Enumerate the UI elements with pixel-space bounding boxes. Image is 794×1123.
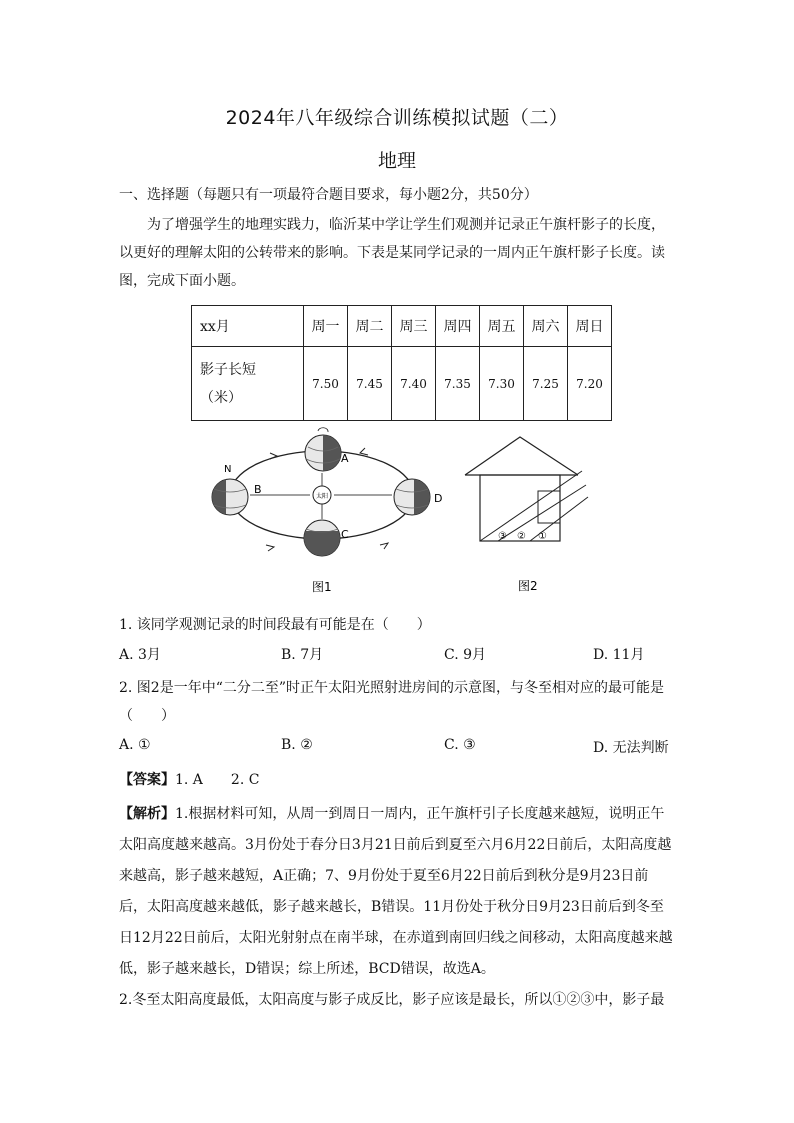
question-2: 2. 图2是一年中“二分二至”时正午太阳光照射进房间的示意图，与冬至相对应的最可能是（ ）	[119, 680, 665, 724]
section-heading: 一、选择题（每题只有一项最符合题目要求，每小题2分，共50分）	[119, 187, 538, 203]
q2-option-d: D. 无法判断	[593, 740, 669, 756]
mark-2: ②	[517, 531, 526, 542]
earth-position-d	[394, 477, 442, 517]
figure-1-earth-orbit	[200, 425, 450, 600]
row-label-line2: （米）	[200, 389, 242, 406]
q1-option-a: A. 3月	[119, 647, 161, 663]
shadow-length-table	[191, 305, 612, 421]
analysis-paragraph-2: 2.冬至太阳高度最低，太阳高度与影子成反比，影子应该是最长，所以①②③中，影子最	[119, 992, 665, 1008]
intro-paragraph: 为了增强学生的地理实践力，临沂某中学让学生们观测并记录正午旗杆影子的长度，以更好的理解太阳的公转带来的影响。下表是某同学记录的一周内正午旗杆影子长度。读图，完成下面小题。	[119, 217, 665, 289]
table-day-header: 周一	[304, 306, 348, 347]
answer-label: 【答案】	[119, 772, 175, 788]
table-value-cell: 7.50	[304, 347, 348, 421]
table-value-cell: 7.40	[392, 347, 436, 421]
q2-option-c: C. ③	[444, 737, 476, 753]
figure-1-caption: 图1	[312, 580, 332, 594]
q1-option-d: D. 11月	[593, 647, 645, 663]
label-n: N	[224, 464, 232, 475]
table-day-header: 周日	[568, 306, 612, 347]
window	[538, 491, 560, 523]
exam-title: 2024年八年级综合训练模拟试题（二）	[225, 107, 569, 129]
analysis-label: 【解析】	[119, 806, 175, 822]
earth-position-b	[212, 464, 262, 517]
table-month-cell: xx月	[192, 306, 304, 347]
label-c: C	[341, 528, 349, 541]
answer-text: 1. A 2. C	[175, 772, 260, 788]
question-2-options	[119, 737, 675, 761]
earth-position-c	[304, 520, 349, 557]
table-value-cell: 7.25	[524, 347, 568, 421]
question-1-options	[119, 644, 675, 668]
q2-option-b: B. ②	[281, 737, 313, 753]
table-day-header: 周三	[392, 306, 436, 347]
mark-3: ③	[498, 531, 507, 542]
table-day-header: 周二	[348, 306, 392, 347]
label-a: A	[341, 452, 349, 465]
table-value-row	[192, 347, 612, 421]
table-value-cell: 7.35	[436, 347, 480, 421]
label-d: D	[434, 492, 443, 505]
table-day-header: 周五	[480, 306, 524, 347]
q1-option-b: B. 7月	[281, 647, 324, 663]
earth-position-a	[305, 428, 349, 473]
q2-option-a: A. ①	[119, 737, 151, 753]
roof	[465, 437, 578, 475]
table-day-header: 周六	[524, 306, 568, 347]
figure-2-caption: 图2	[518, 579, 538, 593]
sun	[313, 486, 331, 504]
table-header-row	[192, 306, 612, 347]
q1-option-c: C. 9月	[444, 647, 487, 663]
sun-label: 太阳	[315, 493, 329, 500]
table-row-label	[192, 347, 304, 421]
table-value-cell: 7.20	[568, 347, 612, 421]
question-1: 1. 该同学观测记录的时间段最有可能是在（ ）	[119, 617, 431, 633]
table-value-cell: 7.45	[348, 347, 392, 421]
subject-title: 地理	[377, 150, 416, 172]
sun-ray-1	[480, 471, 582, 541]
analysis-text-1: 1.根据材料可知，从周一到周日一周内，正午旗杆引子长度越来越短，说明正午太阳高度越来越高。3月份处于春分日3月21日前后到夏至六月6月22日前后，太阳高度越来越高，影子越来越短，A正确；7、9月份处于夏至6月22日前后到秋分是9月23日前后，太阳高度越来越低，影子越来越长，B错误。11月份处于秋分日9月23日前后到冬至日12月22日前后，太阳光射射点在南半球，在赤道到南回归线之间移动，太阳高度越来越低，影子越来越长，D错误；综上所述，BCD错误，故选A。	[119, 806, 673, 977]
answer-line	[119, 766, 675, 794]
mark-1: ①	[538, 531, 547, 542]
orbit-arrow-icon	[380, 543, 388, 549]
orbit-arrow-icon	[360, 448, 368, 455]
figure-2-room-sunlight	[460, 435, 610, 600]
orbit-arrow-icon	[266, 545, 274, 551]
label-b: B	[254, 483, 262, 496]
table-value-cell: 7.30	[480, 347, 524, 421]
table-day-header: 周四	[436, 306, 480, 347]
row-label-line1: 影子长短	[200, 361, 256, 378]
analysis-paragraph-1	[119, 799, 675, 985]
